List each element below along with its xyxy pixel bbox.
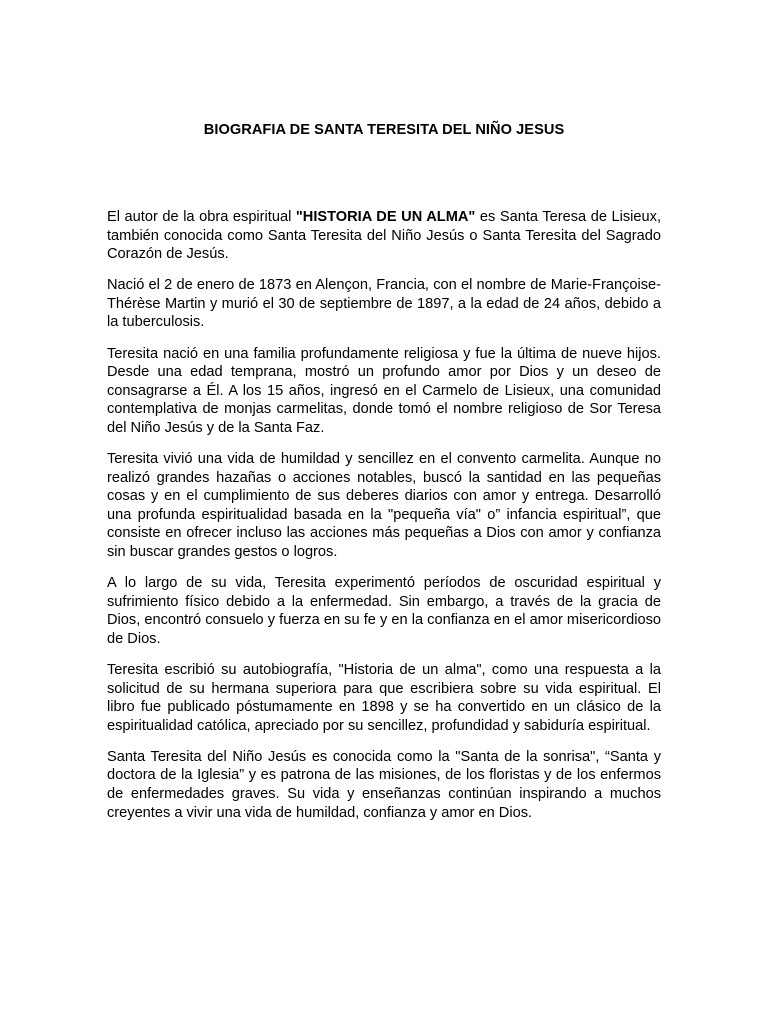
paragraph-humility: Teresita vivió una vida de humildad y sencillez en el convento carmelita. Aunque no realizó grandes hazañas o acciones notables, buscó la santidad en las pequeñas cosas y en el cumplimiento de sus deberes diarios con amor y entrega. Desarrolló una profunda espiritualidad basada en la "pequeña vía" o” infancia espiritual”, que consiste en ofrecer incluso las acciones más pequeñas a Dios con amor y confianza sin buscar grandes gestos o logros.: [107, 451, 661, 560]
paragraph-legacy: Santa Teresita del Niño Jesús es conocida como la "Santa de la sonrisa", “Santa y doctora de la Iglesia” y es patrona de las misiones, de los floristas y de los enfermos de enfermedades graves. Su vida y enseñanzas continúan inspirando a muchos creyentes a vivir una vida de humildad, confianza y amor en Dios.: [107, 748, 661, 821]
book-title-bold: "HISTORIA DE UN ALMA": [295, 209, 476, 225]
paragraph-intro: [107, 208, 661, 264]
paragraph-intro-lead: El autor de la obra espiritual: [107, 209, 296, 225]
paragraph-intro-rest: es Santa Teresa de Lisieux, también conocida como Santa Teresita del Niño Jesús o Santa Teresita del Sagrado Corazón de Jesús.: [107, 209, 661, 263]
paragraph-suffering: A lo largo de su vida, Teresita experimentó períodos de oscuridad espiritual y sufrimiento físico debido a la enfermedad. Sin embargo, a través de la gracia de Dios, encontró consuelo y fuerza en su fe y en la confianza en el amor misericordioso de Dios.: [107, 575, 661, 647]
paragraph-family: Teresita nació en una familia profundamente religiosa y fue la última de nueve hijos. Desde una edad temprana, mostró un profundo amor por Dios y un deseo de consagrarse a Él. A los 15 años, ingresó en el Carmelo de Lisieux, una comunidad contemplativa de monjas carmelitas, donde tomó el nombre religioso de Sor Teresa del Niño Jesús y de la Santa Faz.: [107, 345, 661, 436]
paragraph-autobiography: Teresita escribió su autobiografía, "Historia de un alma", como una respuesta a la solicitud de su hermana superiora para que escribiera sobre su vida espiritual. El libro fue publicado póstumamente en 1898 y se ha convertido en un clásico de la espiritualidad católica, apreciado por su sencillez, profundidad y sabiduría espiritual.: [107, 661, 661, 734]
paragraph-birth: Nació el 2 de enero de 1873 en Alençon, Francia, con el nombre de Marie-Françoise-Thérèse Martin y murió el 30 de septiembre de 1897, a la edad de 24 años, debido a la tuberculosis.: [107, 277, 661, 331]
document-title: BIOGRAFIA DE SANTA TERESITA DEL NIÑO JESUS: [203, 122, 565, 138]
document-body: [107, 208, 661, 822]
